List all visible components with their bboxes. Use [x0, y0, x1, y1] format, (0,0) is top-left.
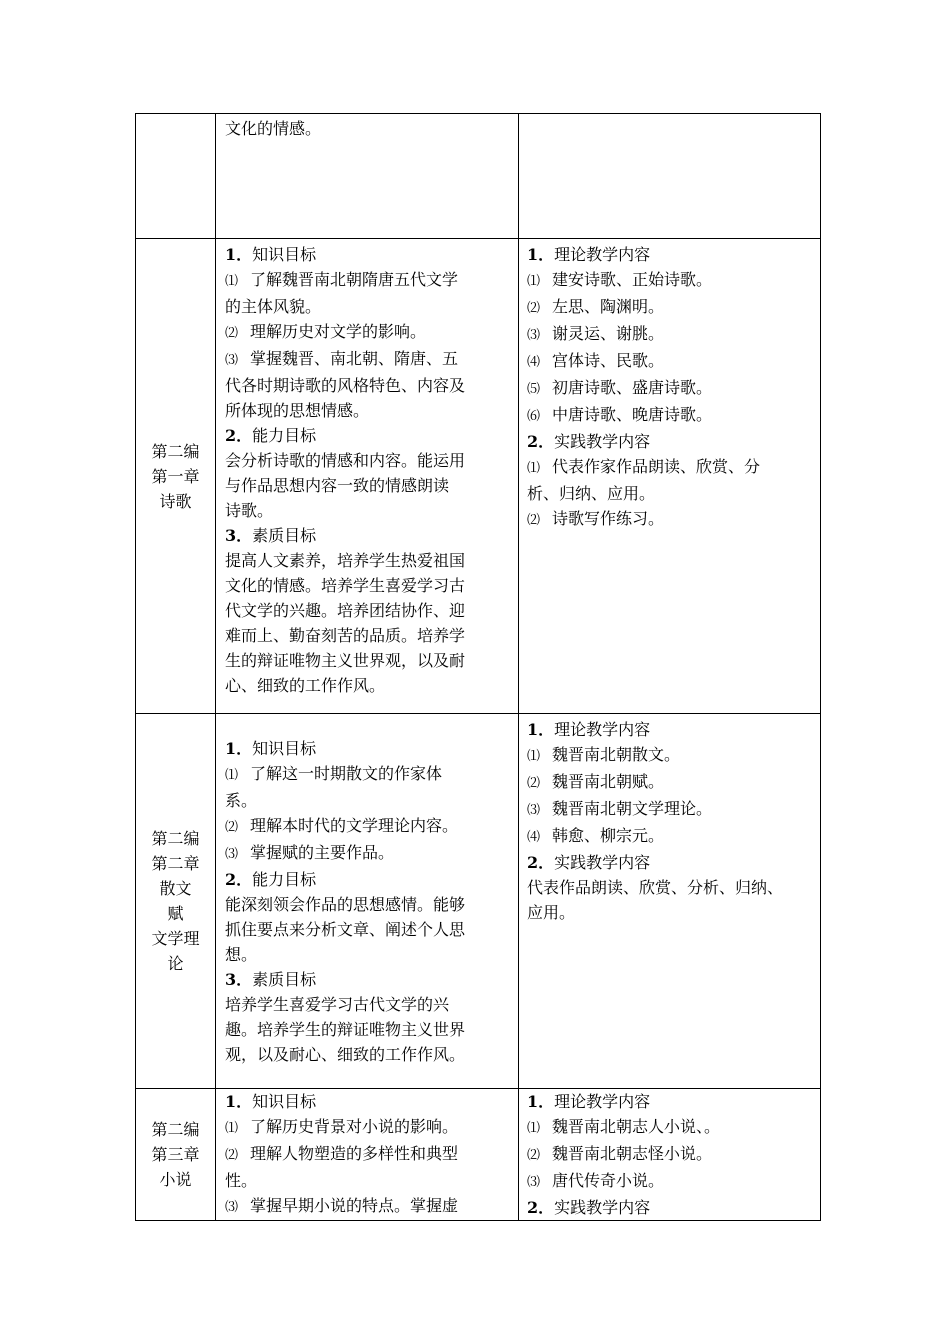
text-line: [225, 623, 512, 648]
text-line: [527, 481, 814, 506]
item-text: 抓住要点来分析文章、阐述个人思: [225, 919, 466, 939]
item-number: ⑴: [225, 274, 239, 289]
item-number: ⑶: [225, 1200, 239, 1215]
section-title: 理论教学内容: [554, 1092, 651, 1111]
item-text: 中唐诗歌、晚唐诗歌。: [552, 405, 713, 424]
item-number: ⑶: [225, 353, 239, 368]
item-text: 了解历史背景对小说的影响。: [250, 1117, 459, 1136]
text-line: [225, 498, 512, 523]
chapter-label: 第二编: [151, 441, 200, 461]
text-line: [225, 840, 512, 867]
section-title: 实践教学内容: [554, 432, 651, 451]
section-number: 2．: [527, 432, 555, 451]
item-text: 掌握赋的主要作品。: [250, 842, 395, 862]
chapter-label: 散文: [159, 879, 192, 898]
chapter-label: 论: [167, 954, 184, 973]
text-line: [527, 375, 814, 402]
text-line: [225, 267, 512, 294]
item-text: 建安诗歌、正始诗歌。: [552, 270, 713, 289]
section-heading: [527, 1089, 814, 1114]
chapter-label: 第二编: [151, 1120, 200, 1139]
item-number: ⑵: [527, 301, 541, 316]
text-line: [225, 648, 512, 673]
objectives-cell: [216, 714, 519, 1089]
item-number: ⑵: [225, 326, 239, 341]
section-heading: [527, 717, 814, 742]
item-text: 理解人物塑造的多样性和典型: [250, 1144, 459, 1163]
objectives-cell: [216, 239, 519, 714]
item-text: 唐代传奇小说。: [552, 1171, 665, 1190]
item-text: 谢灵运、谢朓。: [552, 324, 665, 343]
item-text: 掌握魏晋、南北朝、隋唐、五: [250, 349, 459, 368]
item-text: 了解这一时期散文的作家体: [250, 763, 443, 783]
section-title: 理论教学内容: [554, 720, 651, 739]
text-line: [225, 548, 512, 573]
item-text: 析、归纳、应用。: [527, 484, 656, 503]
item-number: ⑵: [527, 1148, 541, 1163]
table-row: [136, 114, 821, 239]
text-line: [225, 761, 512, 788]
section-title: 实践教学内容: [554, 1198, 651, 1217]
item-number: ⑹: [527, 409, 541, 424]
item-number: ⑶: [527, 803, 541, 818]
text-line: [225, 942, 512, 967]
item-number: ⑴: [225, 767, 239, 783]
text-line: [225, 573, 512, 598]
text-line: [225, 892, 512, 917]
item-text: 魏晋南北朝赋。: [552, 772, 665, 791]
table-row: [136, 714, 821, 1089]
item-text: 培养学生喜爱学习古代文学的兴: [225, 994, 450, 1014]
content-cell: [519, 1089, 821, 1221]
section-number: 1．: [527, 1092, 555, 1111]
item-number: ⑵: [225, 819, 239, 835]
text-line: [527, 1114, 814, 1141]
item-number: ⑶: [225, 846, 239, 862]
item-text: 魏晋南北朝志怪小说。: [552, 1144, 713, 1163]
text-line: [225, 1141, 512, 1168]
section-number: 1．: [225, 1092, 253, 1111]
text-line: [225, 788, 512, 813]
section-heading: [527, 242, 814, 267]
chapter-cell: [136, 714, 216, 1089]
section-number: 1．: [527, 245, 555, 264]
item-text: 生的辩证唯物主义世界观，以及耐: [225, 651, 466, 670]
section-heading: [527, 429, 814, 454]
section-title: 理论教学内容: [554, 245, 651, 264]
item-text: 系。: [225, 790, 258, 810]
item-text: 提高人文素养，培养学生热爱祖国: [225, 551, 466, 570]
section-number: 1．: [225, 738, 253, 758]
text-line: [225, 992, 512, 1017]
chapter-label: 第二章: [151, 854, 200, 873]
section-title: 能力目标: [252, 426, 317, 445]
text-line: [527, 321, 814, 348]
item-text: 代各时期诗歌的风格特色、内容及: [225, 376, 466, 395]
text-line: [225, 673, 512, 698]
table-row: [136, 239, 821, 714]
text-line: [225, 917, 512, 942]
chapter-cell: [136, 1089, 216, 1221]
item-text: 性。: [225, 1171, 258, 1190]
content-cell: [519, 114, 821, 239]
text-line: [225, 1042, 512, 1067]
section-number: 2．: [527, 1198, 555, 1217]
item-text: 代表作品朗读、欣赏、分析、归纳、: [527, 878, 784, 897]
section-title: 实践教学内容: [554, 853, 651, 872]
section-heading: [527, 1195, 814, 1220]
item-number: ⑴: [225, 1121, 239, 1136]
item-text: 了解魏晋南北朝隋唐五代文学: [250, 270, 459, 289]
section-title: 知识目标: [252, 1092, 317, 1111]
item-text: 难而上、勤奋刻苦的品质。培养学: [225, 626, 466, 645]
section-heading: [225, 523, 512, 548]
text-line: [527, 875, 814, 900]
item-text: 与作品思想内容一致的情感朗读: [225, 476, 450, 495]
item-text: 所体现的思想情感。: [225, 401, 370, 420]
section-heading: [225, 736, 512, 761]
chapter-label: 诗歌: [159, 491, 192, 511]
section-title: 知识目标: [252, 738, 317, 758]
section-number: 2．: [225, 426, 253, 445]
text-line: [527, 769, 814, 796]
section-title: 素质目标: [252, 969, 317, 989]
content-cell: [519, 239, 821, 714]
section-number: 2．: [527, 853, 555, 872]
text-line: [225, 294, 512, 319]
text-line: [527, 294, 814, 321]
section-title: 能力目标: [252, 869, 317, 889]
text-line: [527, 823, 814, 850]
text-line: [225, 1017, 512, 1042]
item-text: 趣。培养学生的辩证唯物主义世界: [225, 1019, 466, 1039]
section-heading: [225, 242, 512, 267]
chapter-label: 第三章: [151, 1145, 200, 1164]
text-line: [225, 598, 512, 623]
objectives-cell: [216, 114, 519, 239]
syllabus-table: [135, 113, 821, 1221]
item-number: ⑷: [527, 355, 541, 370]
section-heading: [225, 1089, 512, 1114]
item-number: ⑴: [527, 749, 541, 764]
item-text: 观，以及耐心、细致的工作作风。: [225, 1044, 466, 1064]
item-text: 能深刻领会作品的思想感情。能够: [225, 894, 466, 914]
text-line: [225, 448, 512, 473]
section-heading: [225, 867, 512, 892]
item-text: 掌握早期小说的特点。掌握虚: [250, 1196, 459, 1215]
text-line: [527, 267, 814, 294]
item-text: 诗歌写作练习。: [552, 509, 665, 528]
item-number: ⑵: [527, 513, 541, 528]
item-text: 心、细致的工作作风。: [225, 676, 386, 695]
text-line: [225, 473, 512, 498]
section-number: 3．: [225, 969, 253, 989]
item-text: 诗歌。: [225, 501, 274, 520]
item-text: 魏晋南北朝散文。: [552, 745, 681, 764]
chapter-label: 赋: [167, 904, 184, 923]
text-line: [527, 454, 814, 481]
section-title: 知识目标: [252, 245, 317, 264]
text-line: [527, 796, 814, 823]
item-text: 理解历史对文学的影响。: [250, 322, 427, 341]
table-row: [136, 1089, 821, 1221]
section-number: 1．: [225, 245, 253, 264]
chapter-label: 小说: [159, 1170, 192, 1189]
text-line: [527, 900, 814, 925]
text-line: [527, 402, 814, 429]
item-number: ⑴: [527, 1121, 541, 1136]
chapter-label: 第二编: [151, 829, 200, 848]
item-text: 魏晋南北朝志人小说、。: [552, 1117, 721, 1136]
item-number: ⑶: [527, 328, 541, 343]
text-line: [225, 813, 512, 840]
item-text: 理解本时代的文学理论内容。: [250, 815, 459, 835]
text-line: [527, 1168, 814, 1195]
text-line: [225, 1114, 512, 1141]
text-line: [527, 1141, 814, 1168]
item-text: 左思、陶渊明。: [552, 297, 665, 316]
text-line: 文化的情感。: [225, 119, 322, 138]
content-cell: [519, 714, 821, 1089]
item-text: 应用。: [527, 903, 576, 922]
item-text: 韩愈、柳宗元。: [552, 826, 665, 845]
section-number: 1．: [527, 720, 555, 739]
chapter-cell: [136, 114, 216, 239]
text-line: [225, 1168, 512, 1193]
item-number: ⑵: [225, 1148, 239, 1163]
section-number: 3．: [225, 526, 253, 545]
item-text: 魏晋南北朝文学理论。: [552, 799, 713, 818]
chapter-label: 文学理: [151, 929, 200, 948]
text-line: [225, 346, 512, 373]
item-text: 初唐诗歌、盛唐诗歌。: [552, 378, 713, 397]
section-heading: [225, 967, 512, 992]
text-line: [225, 373, 512, 398]
item-text: 宫体诗、民歌。: [552, 351, 665, 370]
item-number: ⑴: [527, 274, 541, 289]
text-line: [225, 319, 512, 346]
section-title: 素质目标: [252, 526, 317, 545]
item-text: 文化的情感。培养学生喜爱学习古: [225, 576, 466, 595]
section-number: 2．: [225, 869, 253, 889]
item-text: 的主体风貌。: [225, 297, 322, 316]
item-text: 代表作家作品朗读、欣赏、分: [552, 457, 761, 476]
text-line: [527, 506, 814, 533]
objectives-cell: [216, 1089, 519, 1221]
chapter-label: 第一章: [151, 466, 200, 486]
text-line: [527, 742, 814, 769]
item-text: 想。: [225, 944, 258, 964]
text-line: [225, 398, 512, 423]
item-text: 代文学的兴趣。培养团结协作、迎: [225, 601, 466, 620]
text-line: [225, 1193, 512, 1220]
chapter-cell: [136, 239, 216, 714]
section-heading: [527, 850, 814, 875]
section-heading: [225, 423, 512, 448]
item-number: ⑵: [527, 776, 541, 791]
item-number: ⑸: [527, 382, 541, 397]
text-line: [527, 348, 814, 375]
item-number: ⑶: [527, 1175, 541, 1190]
item-number: ⑴: [527, 461, 541, 476]
item-text: 会分析诗歌的情感和内容。能运用: [225, 451, 466, 470]
item-number: ⑷: [527, 830, 541, 845]
